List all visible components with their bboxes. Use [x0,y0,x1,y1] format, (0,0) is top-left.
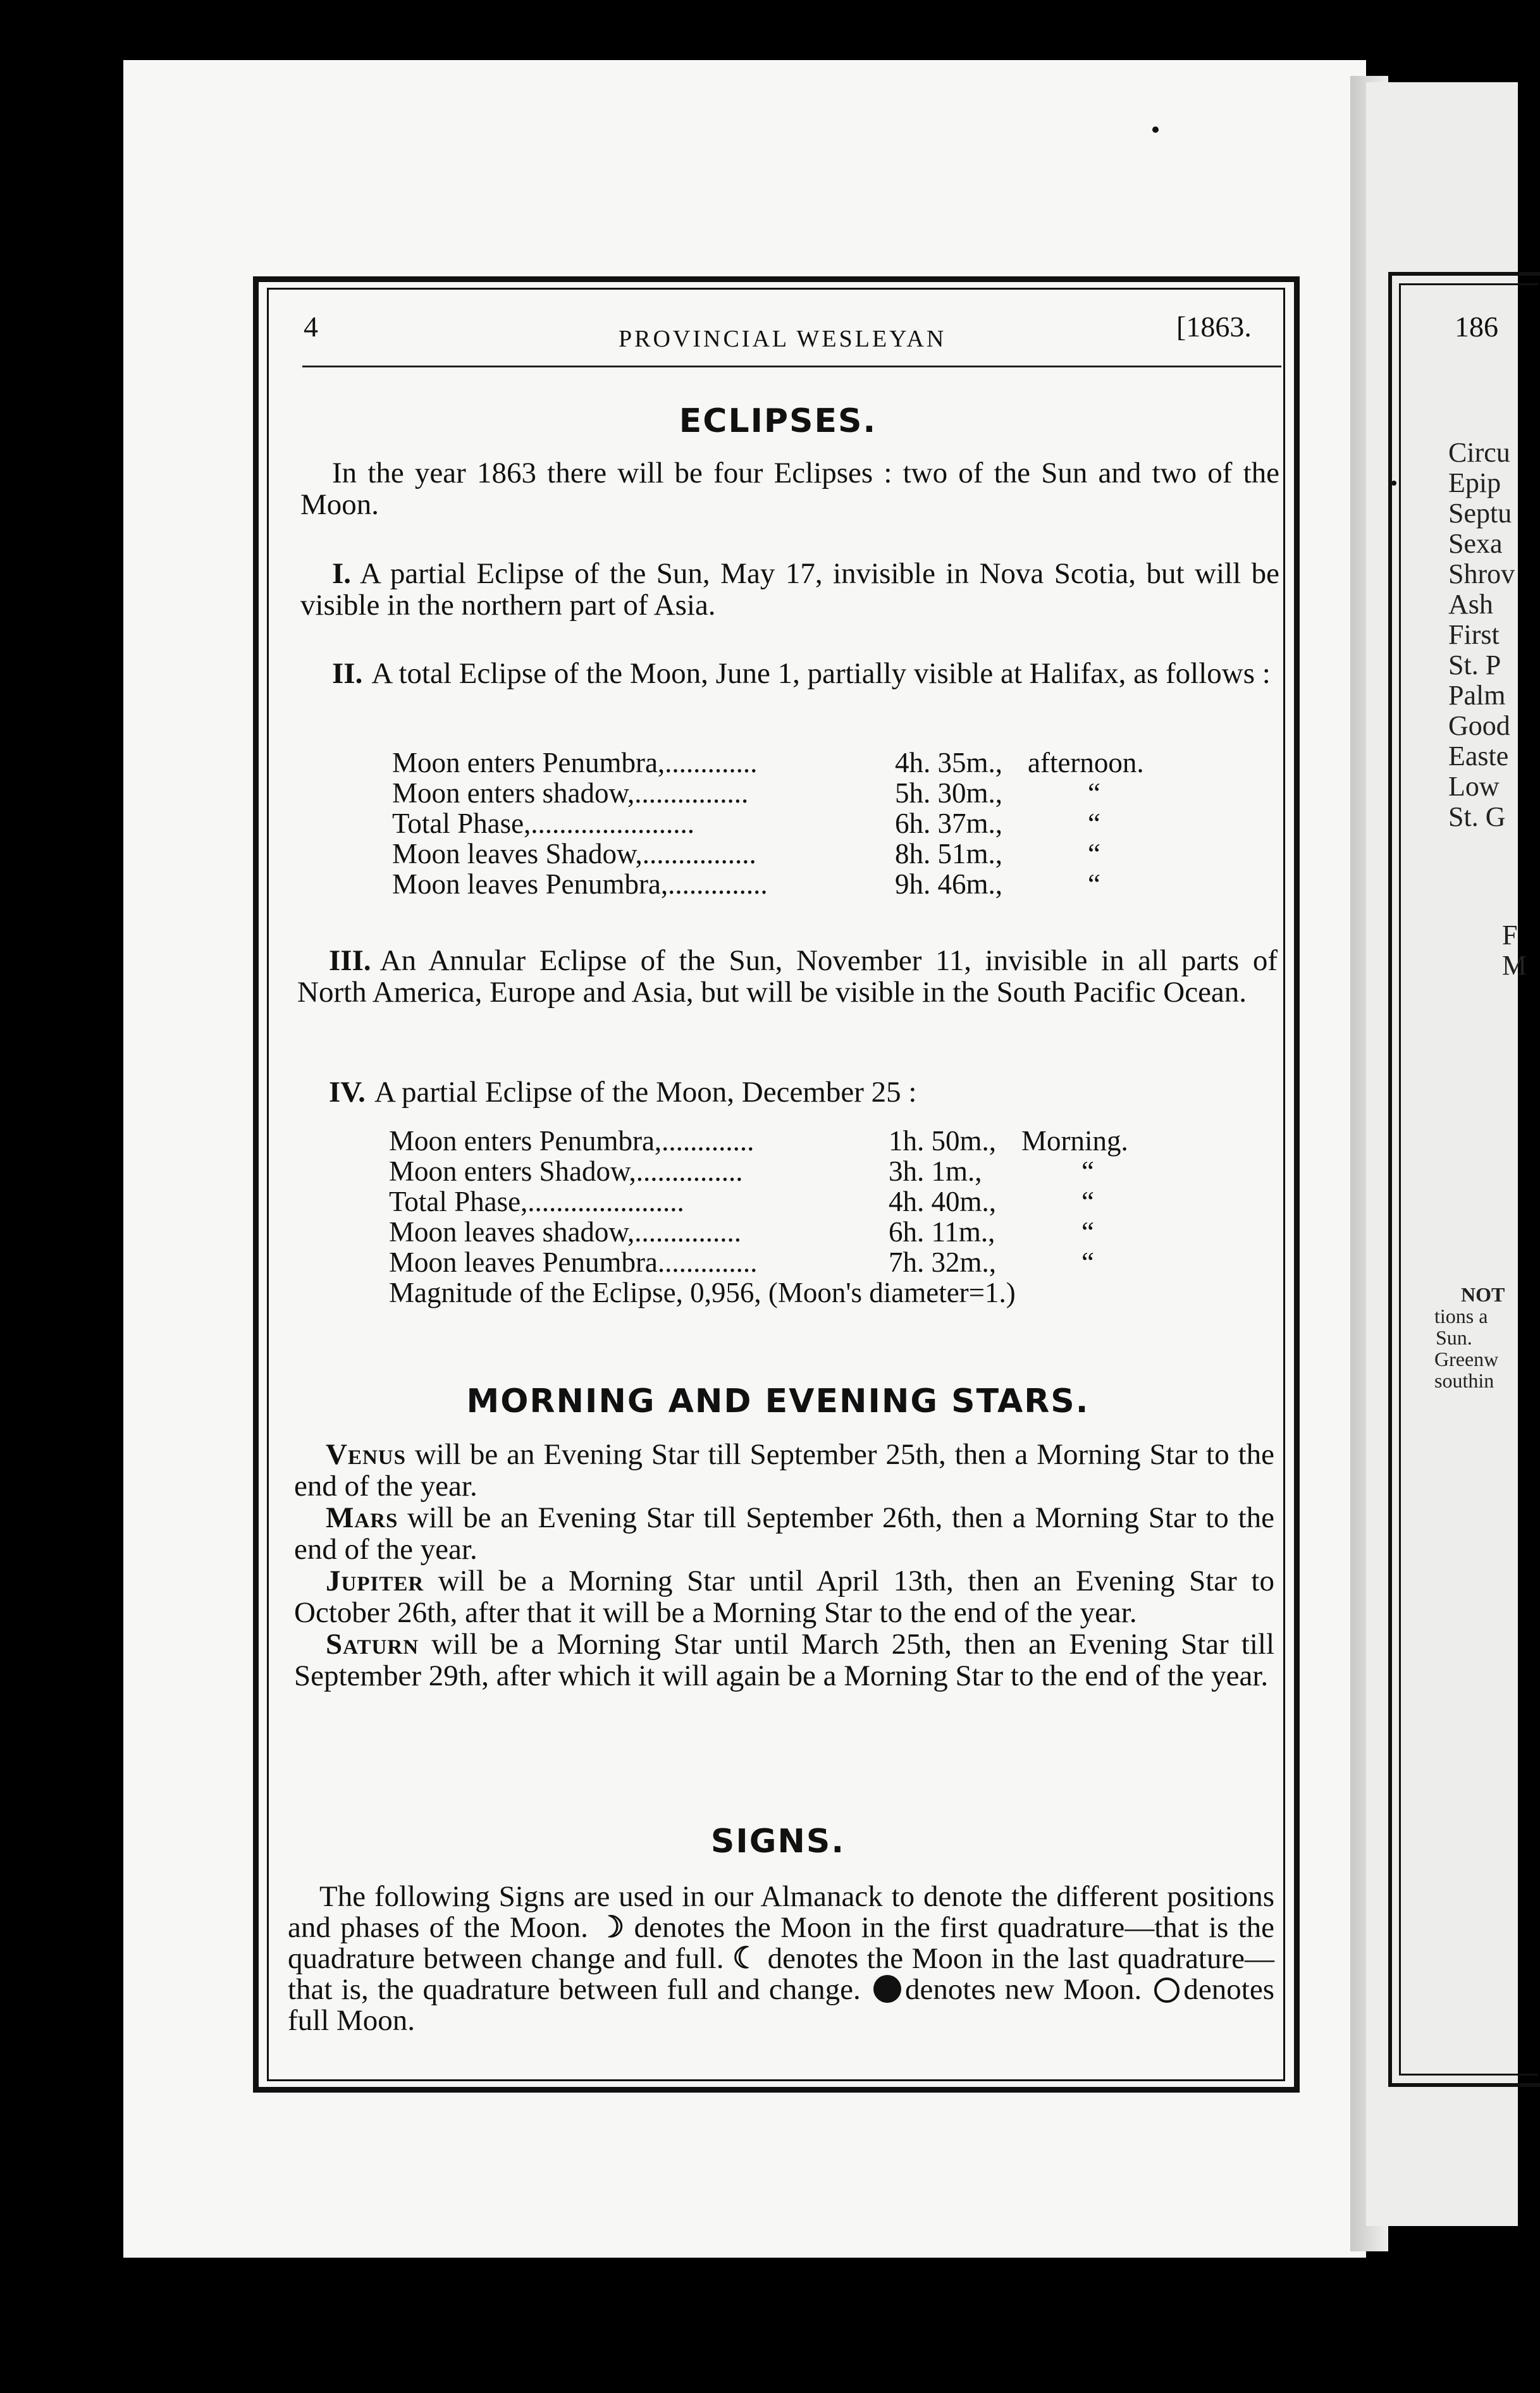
table-row: Moon leaves Penumbra,.............. 9h. 46m., “ [392,868,1100,900]
table-row: Moon enters Shadow,............... 3h. 1m., “ [389,1155,1094,1187]
facing-year: 186 [1455,311,1498,343]
last-quarter-moon-icon: ☾ [732,1942,760,1975]
stars-heading: MORNING AND EVENING STARS. [466,1382,1090,1420]
eclipse-item-1: I. A partial Eclipse of the Sun, May 17, invisible in Nova Scotia, but will be visible in the northern part of Asia. [300,557,1279,622]
new-moon-icon [873,1975,901,2003]
facing-list: Circu Epip Septu Sexa Shrov Ash First St. P Palm Good Easte Low St. G [1448,437,1515,832]
year-label: [1863. [1176,311,1252,343]
full-moon-icon [1154,1978,1180,2003]
header-rule [302,366,1281,367]
table-row: Total Phase,....................... 6h. 37m., “ [392,808,1100,839]
eclipses-heading: ECLIPSES. [679,402,877,440]
june-eclipse-table [392,747,1161,899]
eclipse-item-3: III. An Annular Eclipse of the Sun, November 11, invisible in all parts of North America, Europe and Asia, but will be visible in the South Pacific Ocean. [297,944,1278,1009]
eclipse-item-2: II. A total Eclipse of the Moon, June 1, partially visible at Halifax, as follows : [332,657,1271,690]
eclipse-item-4: IV. A partial Eclipse of the Moon, December 25 : [329,1076,917,1109]
december-eclipse-table [389,1126,1154,1308]
facing-letters: F M [1502,920,1527,981]
table-row: Moon enters Penumbra,............. 1h. 50m., Morning. [389,1125,1128,1157]
table-row: Total Phase,...................... 4h. 40m., “ [389,1186,1094,1217]
star-entry-mars: Mars will be an Evening Star till September 26th, then a Morning Star to the end of the year. [294,1501,1274,1566]
eclipses-intro: In the year 1863 there will be four Eclipses : two of the Sun and two of the Moon. [300,457,1279,521]
first-quarter-moon-icon: ☽ [598,1911,625,1944]
star-entry-jupiter: Jupiter will be a Morning Star until April 13th, then an Evening Star to October 26th, after that it will be a Morning Star to the end of the year. [294,1565,1274,1629]
table-row: Moon enters Penumbra,............. 4h. 35m., afternoon. [392,747,1144,778]
signs-heading: SIGNS. [710,1823,846,1861]
star-entry-venus: Venus will be an Evening Star till September 25th, then a Morning Star to the end of the year. [294,1438,1274,1503]
table-row: Moon leaves Shadow,................ 8h. 51m., “ [392,838,1100,870]
facing-note: NOT tions a Sun. Greenw southin [1434,1283,1505,1392]
table-row: Moon leaves shadow,............... 6h. 11m., “ [389,1216,1094,1248]
table-row: Moon enters shadow,................ 5h. 30m., “ [392,777,1100,809]
signs-paragraph: The following Signs are used in our Almanack to denote the different positions and phases of the Moon. ☽ denotes the Moon in the first quadrature—that is the quadrature between change and full. ☾ denotes the Moon in the last quadrature—that is, the quadrature between full and change. denotes new Moon. denotes full Moon. [288,1880,1275,2037]
print-speck [1391,481,1396,486]
table-row: Moon leaves Penumbra.............. 7h. 32m., “ [389,1246,1094,1278]
page-number: 4 [304,311,318,343]
print-speck [1152,126,1159,133]
eclipse-magnitude: Magnitude of the Eclipse, 0,956, (Moon's diameter=1.) [389,1277,1016,1308]
stars-entries [294,1439,1274,1692]
star-entry-saturn: Saturn will be a Morning Star until March 25th, then an Evening Star till September 29th, after which it will again be a Morning Star to the end of the year. [294,1628,1274,1692]
running-title: PROVINCIAL WESLEYAN [619,326,947,352]
